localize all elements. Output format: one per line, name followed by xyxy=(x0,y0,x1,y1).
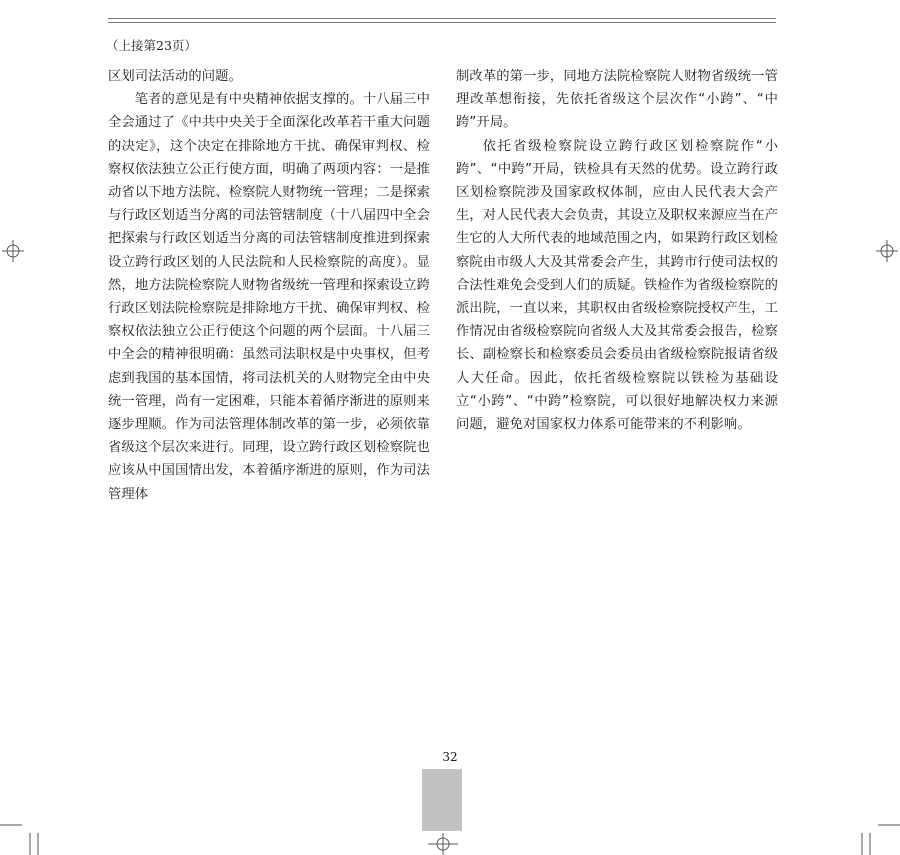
paragraph: 区划司法活动的问题。 xyxy=(108,69,242,84)
paragraph: 笔者的意见是有中央精神依据支撑的。十八届三中全会通过了《中共中央关于全面深化改革若干重大问题的决定》，这个决定在排除地方干扰、确保审判权、检察权依法独立公正行使方面，明确了两项内容：一是推动省以下地方法院、检察院人财物统一管理；二是探索与行政区划适当分离的司法管辖制度（十八届四中全会把探索与行政区划适当分离的司法管辖制度推进到探索设立跨行政区划的人民法院和人民检察院的高度）。显然，地方法院检察院人财物省级统一管理和探索设立跨行政区划法院检察院是排除地方干扰、确保审判权、检察权依法独立公正行使这个问题的两个层面。十八届三中全会的精神很明确：虽然司法职权是中央事权，但考虑到我国的基本国情，将司法机关的人财物完全由中央统一管理，尚有一定困难，只能本着循序渐进的原则来逐步理顺。作为司法管理体制改革的第一步，必须依靠省级这个层次来进行。同理，设立跨行政区划检察院也应该从中国国情出发，本着循序渐进的原则，作为司法管理体 xyxy=(108,92,430,502)
crop-mark-icon xyxy=(0,815,40,855)
paragraph: 制改革的第一步，同地方法院检察院人财物省级统一管理改革想衔接，先依托省级这个层次作“小跨”、“中跨”开局。 xyxy=(456,69,778,131)
paragraph: 依托省级检察院设立跨行政区划检察院作“小跨”、“中跨”开局，铁检具有天然的优势。设立跨行政区划检察院涉及国家政权体制，应由人民代表大会产生，对人民代表大会负责，其设立及职权来源应当在产生它的人大所代表的地域范围之内，如果跨行政区划检察院由市级人大及其常委会产生，其跨市行使司法权的合法性难免会受到人们的质疑。铁检作为省级检察院的派出院，一直以来，其职权由省级检察院授权产生，工作情况由省级检察院向省级人大及其常委会报告，检察长、副检察长和检察委员会委员由省级检察院报请省级人大任命。因此，依托省级检察院以铁检为基础设立“小跨”、“中跨”检察院，可以很好地解决权力来源问题，避免对国家权力体系可能带来的不利影响。 xyxy=(456,138,778,433)
header-rule xyxy=(108,18,776,23)
continued-note: （上接第23页） xyxy=(106,38,197,53)
page-number: 32 xyxy=(442,750,458,764)
page-tab xyxy=(422,769,462,831)
left-column xyxy=(108,65,430,506)
right-column xyxy=(456,65,778,436)
crop-mark-icon xyxy=(860,815,900,855)
registration-mark-icon xyxy=(2,240,24,262)
registration-mark-icon xyxy=(428,833,458,855)
registration-mark-icon xyxy=(876,240,898,262)
